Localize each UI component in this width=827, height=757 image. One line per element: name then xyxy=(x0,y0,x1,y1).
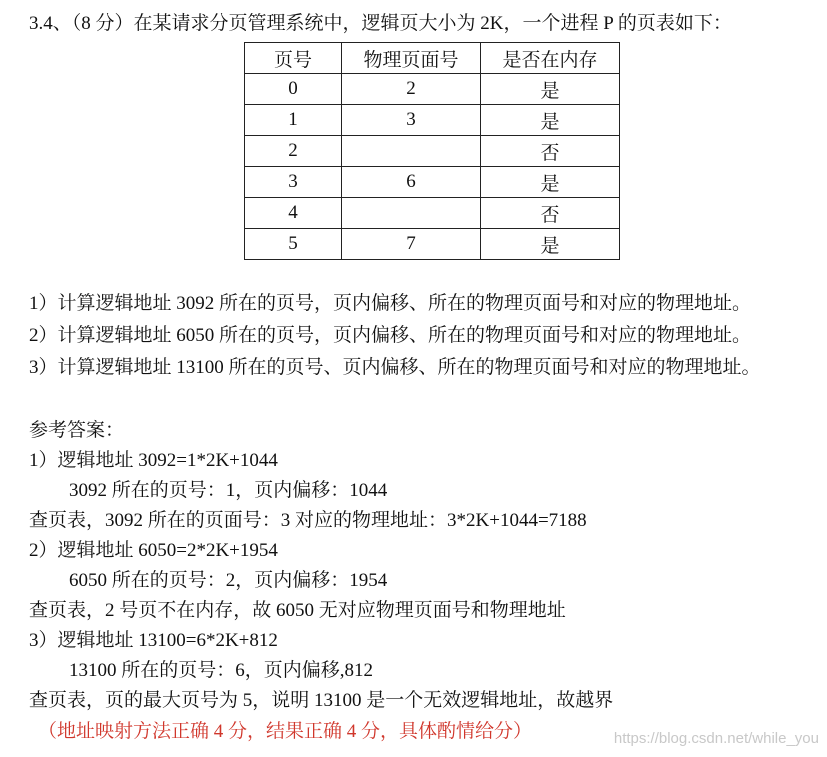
table-header-row xyxy=(245,43,620,74)
table-row xyxy=(245,105,620,136)
cell-frame: 7 xyxy=(342,229,481,260)
task-1: 1）计算逻辑地址 3092 所在的页号，页内偏移、所在的物理页面号和对应的物理地址。 xyxy=(29,293,752,314)
table-row xyxy=(245,74,620,105)
cell-page: 5 xyxy=(245,229,342,260)
cell-page: 2 xyxy=(245,136,342,167)
answer-line: 2）逻辑地址 6050=2*2K+1954 xyxy=(29,540,278,561)
cell-present: 否 xyxy=(481,136,620,167)
cell-page: 3 xyxy=(245,167,342,198)
grading-note: （地址映射方法正确 4 分，结果正确 4 分，具体酌情给分） xyxy=(38,721,533,742)
answer-line: 查页表，页的最大页号为 5，说明 13100 是一个无效逻辑地址，故越界 xyxy=(29,690,614,711)
header-frame-number: 物理页面号 xyxy=(342,43,481,74)
answer-line: 1）逻辑地址 3092=1*2K+1044 xyxy=(29,450,278,471)
answer-line: 13100 所在的页号：6，页内偏移,812 xyxy=(69,660,374,681)
cell-present: 否 xyxy=(481,198,620,229)
answer-heading: 参考答案： xyxy=(29,420,125,441)
cell-present: 是 xyxy=(481,167,620,198)
cell-page: 1 xyxy=(245,105,342,136)
cell-frame: 6 xyxy=(342,167,481,198)
answer-line: 3）逻辑地址 13100=6*2K+812 xyxy=(29,630,278,651)
cell-page: 4 xyxy=(245,198,342,229)
table-row xyxy=(245,136,620,167)
task-3: 3）计算逻辑地址 13100 所在的页号、页内偏移、所在的物理页面号和对应的物理地址。 xyxy=(29,357,761,378)
header-page-number: 页号 xyxy=(245,43,342,74)
answer-line: 3092 所在的页号：1，页内偏移：1044 xyxy=(69,480,388,501)
page-table xyxy=(244,42,620,260)
cell-frame xyxy=(342,136,481,167)
cell-present: 是 xyxy=(481,105,620,136)
cell-page: 0 xyxy=(245,74,342,105)
header-in-memory: 是否在内存 xyxy=(481,43,620,74)
table-row xyxy=(245,167,620,198)
question-text: 3.4、（8 分）在某请求分页管理系统中，逻辑页大小为 2K，一个进程 P 的页表如下： xyxy=(29,13,732,34)
cell-frame xyxy=(342,198,481,229)
answer-line: 查页表，3092 所在的页面号：3 对应的物理地址：3*2K+1044=7188 xyxy=(29,510,587,531)
cell-frame: 3 xyxy=(342,105,481,136)
cell-present: 是 xyxy=(481,74,620,105)
answer-line: 6050 所在的页号：2，页内偏移：1954 xyxy=(69,570,388,591)
table-row xyxy=(245,198,620,229)
answer-line: 查页表，2 号页不在内存，故 6050 无对应物理页面号和物理地址 xyxy=(29,600,566,621)
cell-frame: 2 xyxy=(342,74,481,105)
watermark: https://blog.csdn.net/while_you xyxy=(613,730,819,747)
table-row xyxy=(245,229,620,260)
task-2: 2）计算逻辑地址 6050 所在的页号，页内偏移、所在的物理页面号和对应的物理地址。 xyxy=(29,325,752,346)
cell-present: 是 xyxy=(481,229,620,260)
